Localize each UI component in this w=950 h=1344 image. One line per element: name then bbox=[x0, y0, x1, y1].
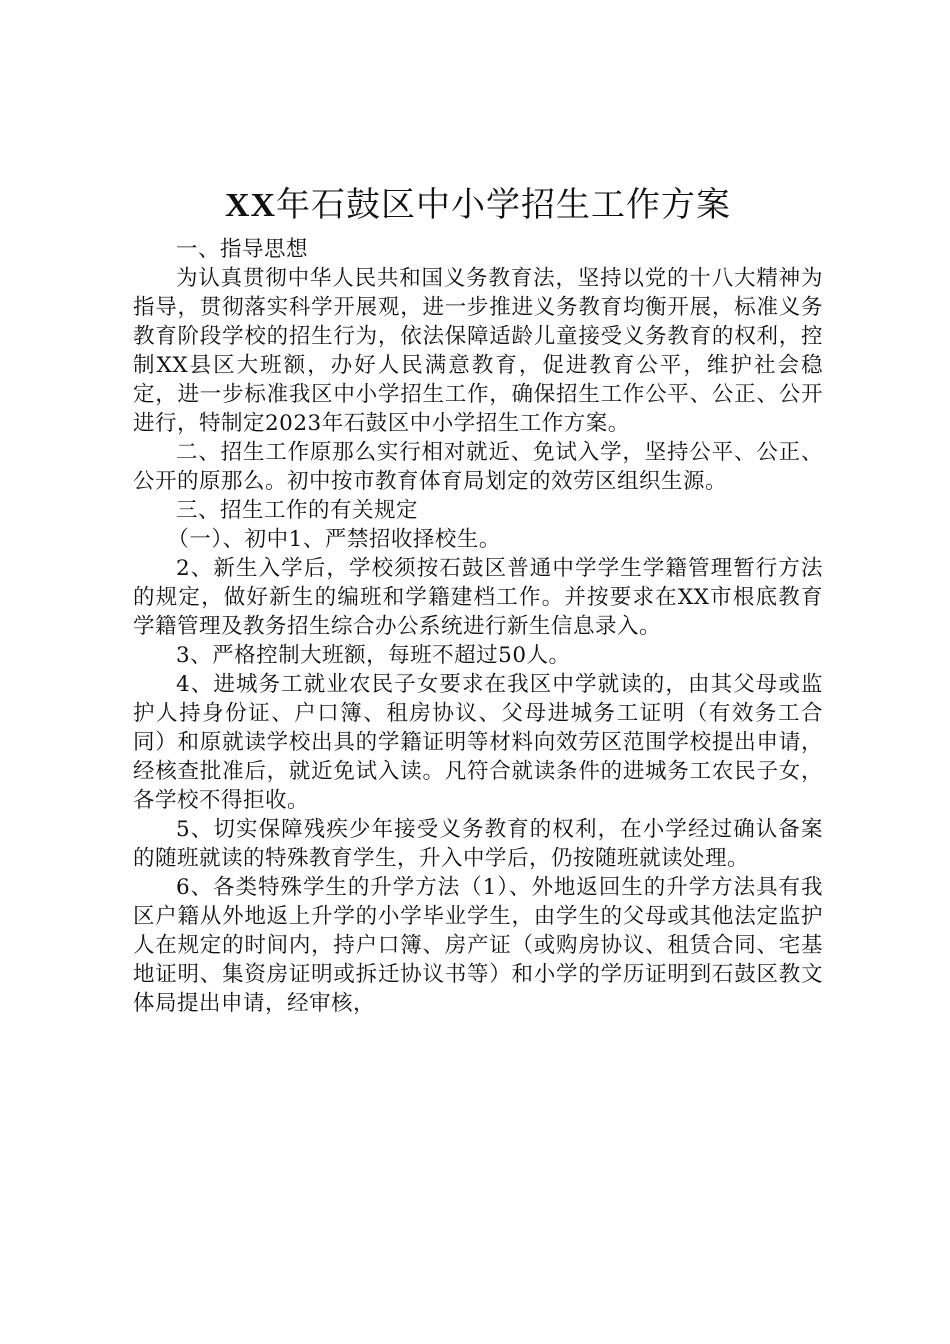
rule-item-5: 5、切实保障残疾少年接受义务教育的权利，在小学经过确认备案的随班就读的特殊教育学生，升入中学后，仍按随班就读处理。 bbox=[133, 817, 823, 871]
section-3-heading: 三、招生工作的有关规定 bbox=[176, 498, 419, 523]
section-1-heading: 一、指导思想 bbox=[176, 237, 309, 262]
title-prefix: XX bbox=[224, 187, 277, 224]
document-title bbox=[133, 180, 823, 231]
rule-item-6: 6、各类特殊学生的升学方法（1）、外地返回生的升学方法具有我区户籍从外地返上升学的小学毕业学生，由学生的父母或其他法定监护人在规定的时间内，持户口簿、房产证（或购房协议、租赁合同、宅基地证明、集资房证明或拆迁协议书等）和小学的学历证明到石鼓区教文体局提出申请，经审核， bbox=[133, 875, 823, 1016]
rule-item-4: 4、进城务工就业农民子女要求在我区中学就读的，由其父母或监护人持身份证、户口簿、租房协议、父母进城务工证明（有效务工合同）和原就读学校出具的学籍证明等材料向效劳区范围学校提出申请，经核查批准后，就近免试入读。凡符合就读条件的进城务工农民子女，各学校不得拒收。 bbox=[133, 672, 823, 813]
rule-item-1: （一）、初中1、严禁招收择校生。 bbox=[167, 527, 501, 552]
section-2-body: 二、招生工作原那么实行相对就近、免试入学，坚持公平、公正、公开的原那么。初中按市教育体育局划定的效劳区组织生源。 bbox=[133, 440, 823, 494]
rule-item-3: 3、严格控制大班额，每班不超过50人。 bbox=[176, 643, 571, 668]
title-text: 年石鼓区中小学招生工作方案 bbox=[276, 185, 732, 225]
rule-item-2: 2、新生入学后，学校须按石鼓区普通中学学生学籍管理暂行方法的规定，做好新生的编班和学籍建档工作。并按要求在XX市根底教育学籍管理及教务招生综合办公系统进行新生信息录入。 bbox=[133, 556, 823, 639]
document-body bbox=[133, 180, 823, 1018]
section-1-body: 为认真贯彻中华人民共和国义务教育法，坚持以党的十八大精神为指导，贯彻落实科学开展观，进一步推进义务教育均衡开展，标准义务教育阶段学校的招生行为，依法保障适龄儿童接受义务教育的权利，控制XX县区大班额，办好人民满意教育，促进教育公平，维护社会稳定，进一步标准我区中小学招生工作，确保招生工作公平、公正、公开进行，特制定2023年石鼓区中小学招生工作方案。 bbox=[133, 266, 823, 436]
